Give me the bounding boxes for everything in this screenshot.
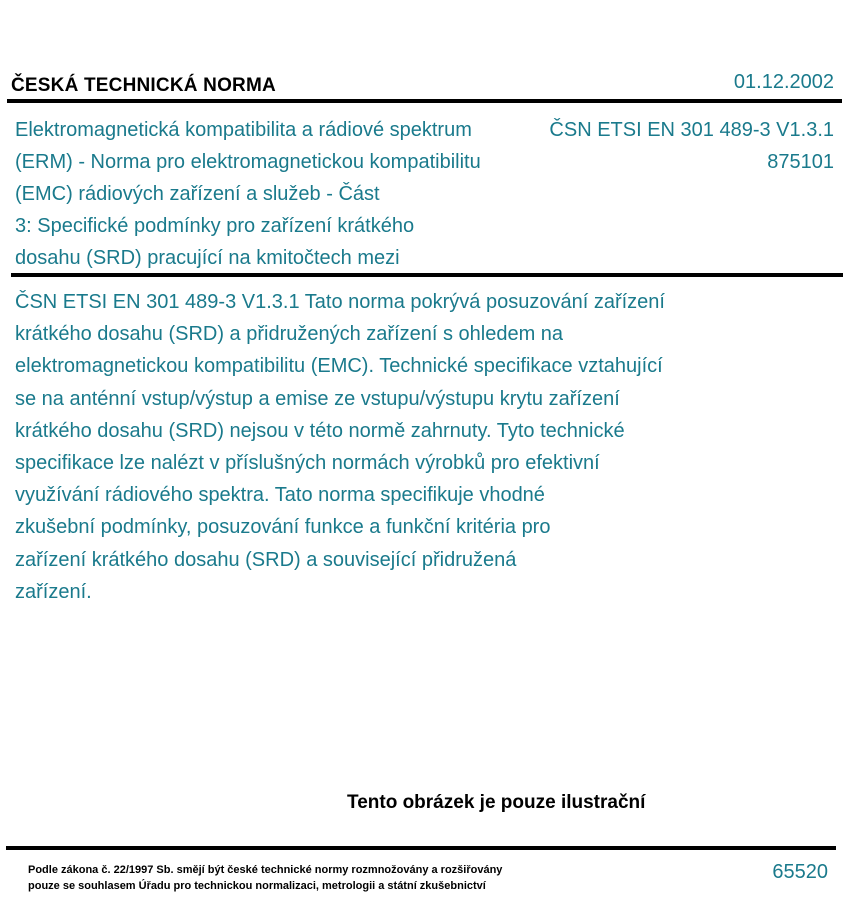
legal-notice-line: Podle zákona č. 22/1997 Sb. smějí být české technické normy rozmnožovány a rozšiřovány (28, 864, 503, 876)
middle-divider (11, 273, 843, 277)
standard-title-line: 3: Specifické podmínky pro zařízení krátkého (15, 215, 415, 237)
abstract-line: ČSN ETSI EN 301 489-3 V1.3.1 Tato norma pokrývá posuzování zařízení (15, 291, 665, 313)
legal-notice (28, 862, 588, 894)
abstract-line: zařízení krátkého dosahu (SRD) a související přidružená (15, 548, 517, 571)
top-divider (7, 99, 842, 103)
class-number: 875101 (767, 151, 834, 173)
abstract-line: elektromagnetickou kompatibilitu (EMC). Technické specifikace vztahující (15, 355, 663, 378)
bottom-divider (6, 846, 836, 850)
standard-identification (549, 114, 834, 178)
abstract-text (15, 286, 730, 608)
abstract-line: využívání rádiového spektra. Tato norma specifikuje vhodné (15, 484, 545, 507)
standard-title-line: (EMC) rádiových zařízení a služeb - Část (15, 183, 380, 205)
standard-title-line: Elektromagnetická kompatibilita a rádiové spektrum (15, 119, 472, 141)
standard-title-line: dosahu (SRD) pracující na kmitočtech mezi (15, 247, 400, 269)
standard-title (15, 114, 520, 274)
standard-title-line: (ERM) - Norma pro elektromagnetickou kompatibilitu (15, 151, 481, 173)
abstract-line: zkušební podmínky, posuzování funkce a funkční kritéria pro (15, 516, 551, 539)
abstract-line: se na anténní vstup/výstup a emise ze vstupu/výstupu krytu zařízení (15, 387, 620, 410)
abstract-line: krátkého dosahu (SRD) nejsou v této normě zahrnuty. Tyto technické (15, 419, 625, 442)
legal-notice-line: pouze se souhlasem Úřadu pro technickou normalizaci, metrologii a státní zkušebnictví (28, 880, 486, 892)
abstract-line: zařízení. (15, 580, 92, 603)
abstract-line: krátkého dosahu (SRD) a přidružených zařízení s ohledem na (15, 323, 564, 346)
publication-date: 01.12.2002 (733, 71, 834, 93)
illustrative-note: Tento obrázek je pouze ilustrační (347, 792, 646, 813)
standard-code: ČSN ETSI EN 301 489-3 V1.3.1 (549, 119, 834, 141)
catalog-number: 65520 (772, 861, 828, 883)
document-heading: ČESKÁ TECHNICKÁ NORMA (11, 75, 276, 96)
abstract-line: specifikace lze nalézt v příslušných normách výrobků pro efektivní (15, 452, 600, 475)
